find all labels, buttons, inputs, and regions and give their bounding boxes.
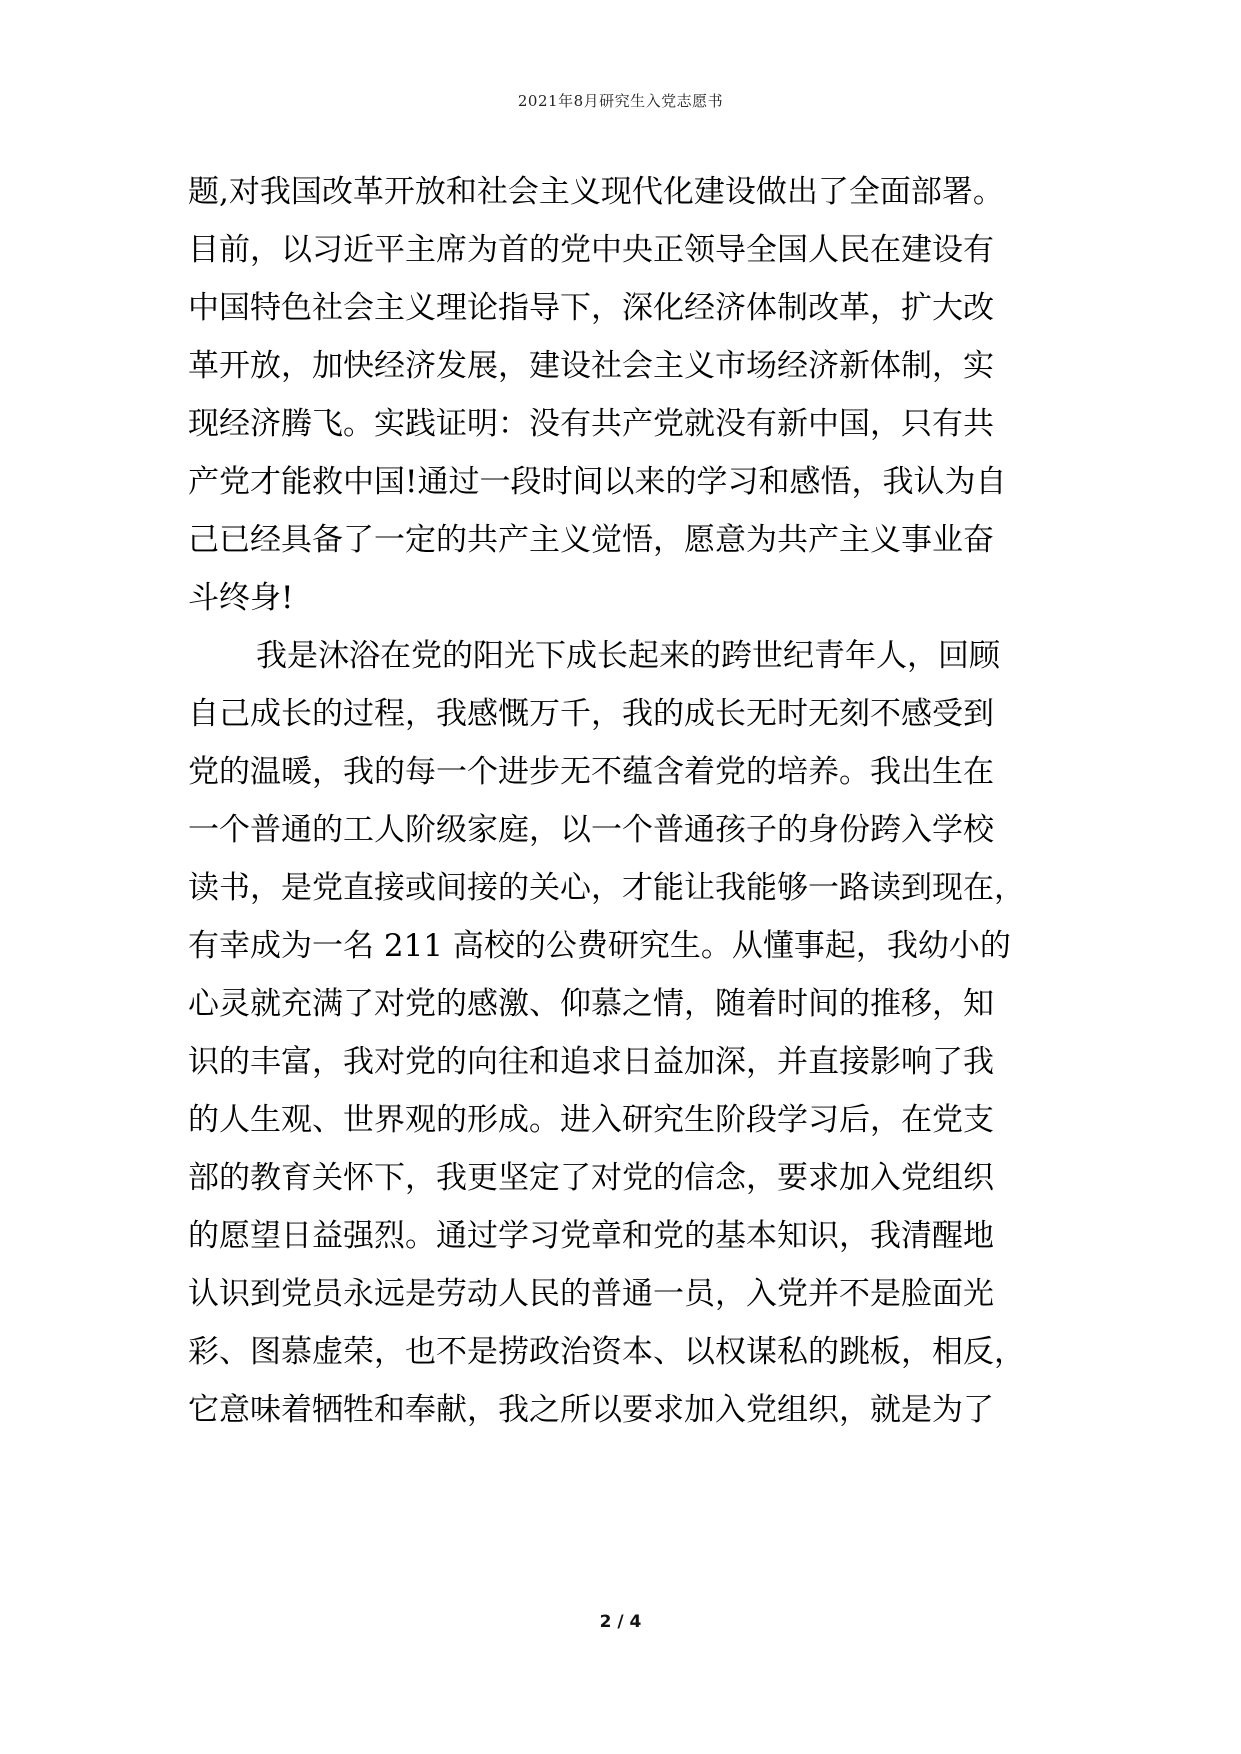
text-line: 读书，是党直接或间接的关心，才能让我能够一路读到现在，: [188, 870, 1025, 906]
page-number: 2 / 4: [599, 1612, 642, 1632]
text-line: 中国特色社会主义理论指导下，深化经济体制改革，扩大改: [188, 290, 994, 326]
text-line: 革开放，加快经济发展，建设社会主义市场经济新体制，实: [188, 348, 994, 384]
text-line: 题,对我国改革开放和社会主义现代化建设做出了全面部署。: [188, 174, 1004, 210]
text-line: 认识到党员永远是劳动人民的普通一员，入党并不是脸面光: [188, 1276, 994, 1312]
text-line: 斗终身!: [188, 580, 294, 616]
text-line: 心灵就充满了对党的感激、仰慕之情，随着时间的推移，知: [188, 986, 994, 1022]
text-line: 识的丰富，我对党的向往和追求日益加深，并直接影响了我: [188, 1044, 994, 1080]
text-line: 一个普通的工人阶级家庭，以一个普通孩子的身份跨入学校: [188, 812, 994, 848]
text-line: 己已经具备了一定的共产主义觉悟，愿意为共产主义事业奋: [188, 522, 994, 558]
text-line: 的愿望日益强烈。通过学习党章和党的基本知识，我清醒地: [188, 1218, 994, 1254]
paragraph-start-line: 我是沐浴在党的阳光下成长起来的跨世纪青年人，回顾: [256, 638, 1000, 674]
text-line: 目前，以习近平主席为首的党中央正领导全国人民在建设有: [188, 232, 994, 268]
page-header: 2021年8月研究生入党志愿书: [517, 92, 724, 110]
text-line: 它意味着牺牲和奉献，我之所以要求加入党组织，就是为了: [188, 1392, 994, 1428]
text-line: 的人生观、世界观的形成。进入研究生阶段学习后，在党支: [188, 1102, 994, 1138]
text-line: 彩、图慕虚荣，也不是捞政治资本、以权谋私的跳板，相反，: [188, 1334, 1025, 1370]
text-line: 党的温暖，我的每一个进步无不蕴含着党的培养。我出生在: [188, 754, 994, 790]
text-line: 现经济腾飞。实践证明：没有共产党就没有新中国，只有共: [188, 406, 994, 442]
text-line: 自己成长的过程，我感慨万千，我的成长无时无刻不感受到: [188, 696, 994, 732]
text-line: 有幸成为一名 211 高校的公费研究生。从懂事起，我幼小的: [188, 928, 1011, 964]
text-line: 产党才能救中国!通过一段时间以来的学习和感悟，我认为自: [188, 464, 1007, 500]
document-body: [188, 163, 1088, 1439]
text-line: 部的教育关怀下，我更坚定了对党的信念，要求加入党组织: [188, 1160, 994, 1196]
